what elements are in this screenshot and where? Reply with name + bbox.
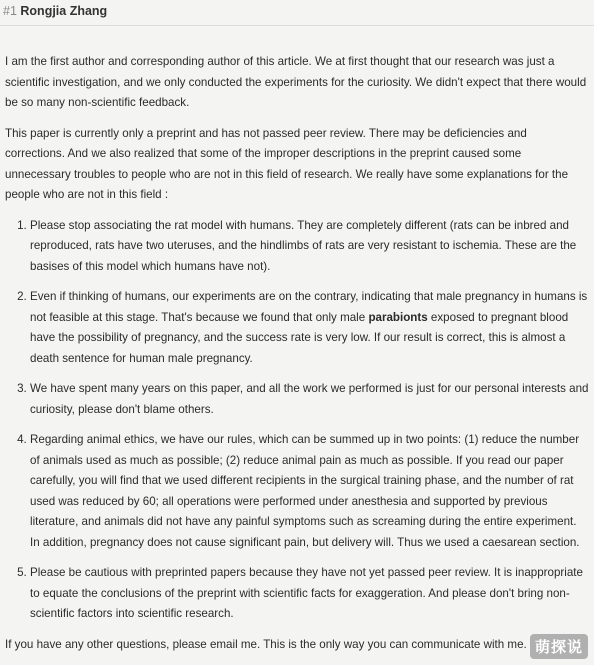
list-item: 5. Please be cautious with preprinted papers because they have not yet passed peer review. It is inappropriate to equate the conclusions of the preprint with scientific facts for exaggeration. And please don't bring non-scientific factors into scientific research. xyxy=(30,563,589,625)
explanation-list xyxy=(5,216,589,625)
post-body xyxy=(5,52,589,665)
context-paragraph: This paper is currently only a preprint and has not passed peer review. There may be deficiencies and corrections. And we also realized that some of the improper descriptions in the preprint caused some unnecessary troubles to people who are not in this field of research. We really have some explanations for the people who are not in this field : xyxy=(5,126,569,201)
list-item-text: Even if thinking of humans, our experiments are on the contrary, indicating that male pregnancy in humans is not feasible at this stage. That's because we found that only male xyxy=(30,290,588,324)
list-item: 4. Regarding animal ethics, we have our rules, which can be summed up in two points: (1) reduce the number of animals used as much as possible; (2) reduce animal pain as much as possible. If you read our paper carefully, you will find that we used different recipients in the surgical training phase, and the number of rat used was reduced by 60; all operations were performed under anesthesia and supported by previous literature, and animals did not have any painful symptoms such as screaming during the entire experiment. In addition, pregnancy does not cause significant pain, but delivery will. Thus we used a caesarean section. xyxy=(30,430,589,553)
bold-term: parabionts xyxy=(368,310,428,324)
intro-paragraph: I am the first author and corresponding author of this article. We at first thought that our research was just a scientific investigation, and we only conducted the experiments for the curiosity. We didn't expect that there would be so many non-scientific feedback. xyxy=(5,55,587,109)
list-item: 3. We have spent many years on this paper, and all the work we performed is just for our personal interests and curiosity, please don't blame others. xyxy=(30,379,589,420)
list-item: 1. Please stop associating the rat model with humans. They are completely different (rats can be inbred and reproduced, rats have two uteruses, and the hindlimbs of rats are very resistant to ischemia. These are the basises of this model which humans have not). xyxy=(30,216,589,278)
watermark-logo: 萌探说 xyxy=(530,634,588,659)
author-name[interactable]: Rongjia Zhang xyxy=(20,4,108,18)
list-item xyxy=(30,287,589,369)
closing-paragraph: If you have any other questions, please email me. This is the only way you can communicate with me. xyxy=(5,637,527,651)
post-header xyxy=(0,0,594,26)
list-item-text: exposed to pregnant blood have the possibility of pregnancy, and the success rate is very low. If our result is correct, this is almost a death sentence for human male pregnancy. xyxy=(30,310,569,365)
post-number: #1 xyxy=(3,4,17,18)
